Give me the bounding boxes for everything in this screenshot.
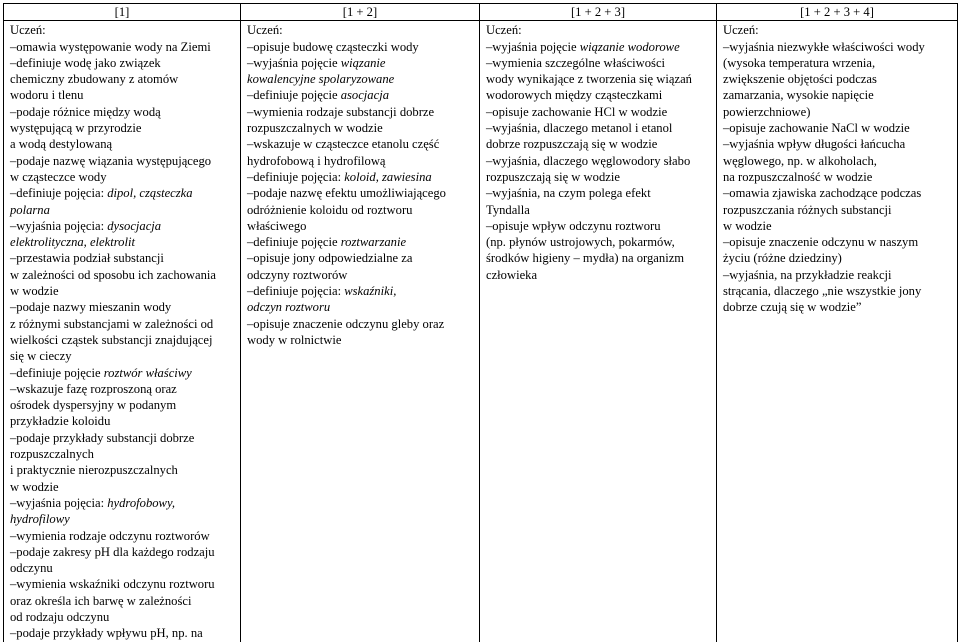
line-text: –opisuje jony odpowiedzialne za	[247, 251, 413, 266]
requirement-line	[10, 413, 234, 429]
line-text: chemiczny zbudowany z atomów	[10, 72, 179, 87]
requirement-line	[723, 185, 951, 201]
term-italic: koloid, zawiesina	[344, 169, 432, 184]
requirement-line	[10, 462, 234, 478]
requirement-line	[10, 267, 234, 283]
line-text: –wymienia wskaźniki odczynu roztworu	[10, 577, 215, 592]
line-text: strącania, dlaczego „nie wszystkie jony	[723, 284, 922, 299]
requirement-line	[10, 234, 234, 250]
requirement-line	[486, 136, 710, 152]
requirement-line	[723, 250, 951, 266]
term-italic: wskaźniki,	[344, 284, 397, 299]
requirement-line	[247, 299, 473, 315]
requirement-line	[486, 104, 710, 120]
requirement-line	[10, 250, 234, 266]
line-text: –definiuje pojęcie	[247, 88, 341, 103]
line-text: przykładzie koloidu	[10, 414, 111, 429]
requirement-line	[247, 169, 473, 185]
line-text: (wysoka temperatura wrzenia,	[723, 55, 876, 70]
requirement-line	[10, 218, 234, 234]
line-text: –wskazuje fazę rozproszoną oraz	[10, 381, 177, 396]
requirement-line	[486, 267, 710, 283]
requirement-line	[10, 185, 234, 201]
line-text: od rodzaju odczynu	[10, 609, 110, 624]
line-text: –opisuje zachowanie NaCl w wodzie	[723, 121, 910, 136]
line-text: Tyndalla	[486, 202, 530, 217]
requirement-line	[723, 202, 951, 218]
term-italic: hydrofobowy,	[107, 495, 175, 510]
student-heading: Uczeń:	[486, 23, 522, 38]
line-text: –wyjaśnia, na przykładzie reakcji	[723, 267, 892, 282]
column-header-level-1: [1]	[4, 4, 241, 21]
line-text: w wodzie	[723, 218, 772, 233]
term-italic: asocjacja	[340, 88, 389, 103]
term-italic: kowalencyjne spolaryzowane	[247, 72, 395, 87]
requirement-line	[723, 104, 951, 120]
line-text: występującą w przyrodzie	[10, 121, 142, 136]
term-italic: dysocjacja	[107, 218, 162, 233]
line-text: –opisuje wpływ odczynu roztworu	[486, 218, 661, 233]
requirement-line	[10, 479, 234, 495]
line-text: w zależności od sposobu ich zachowania	[10, 267, 216, 282]
requirement-line	[486, 55, 710, 71]
requirement-line	[10, 202, 234, 218]
requirement-line	[10, 120, 234, 136]
requirement-line	[10, 576, 234, 592]
requirement-line	[10, 544, 234, 560]
line-text: –definiuje pojęcie	[247, 235, 341, 250]
requirement-line	[10, 381, 234, 397]
line-text: hydrofobową i hydrofilową	[247, 153, 386, 168]
requirement-line	[486, 234, 710, 250]
column-header-level-2: [1 + 2]	[241, 4, 480, 21]
requirement-line	[486, 87, 710, 103]
line-text: wodorowych między cząsteczkami	[486, 88, 663, 103]
requirement-line	[723, 218, 951, 234]
line-text: –wskazuje w cząsteczce etanolu część	[247, 137, 440, 152]
requirement-line	[10, 397, 234, 413]
line-text: powierzchniowe)	[723, 104, 811, 119]
requirement-line	[247, 267, 473, 283]
term-italic: wiązanie wodorowe	[579, 39, 680, 54]
requirement-line	[10, 430, 234, 446]
requirement-line	[10, 560, 234, 576]
line-text: wody w rolnictwie	[247, 332, 342, 347]
line-text: w wodzie	[10, 284, 59, 299]
line-text: węglowego, np. w alkoholach,	[723, 153, 877, 168]
requirement-line	[723, 283, 951, 299]
requirement-line	[723, 136, 951, 152]
term-italic: hydrofilowy	[10, 512, 70, 527]
line-text: –definiuje pojęcia:	[247, 284, 345, 299]
term-italic: dipol, cząsteczka	[107, 186, 193, 201]
term-italic: odczyn roztworu	[247, 300, 331, 315]
requirement-line	[723, 39, 951, 55]
student-heading: Uczeń:	[247, 23, 283, 38]
line-text: –opisuje budowę cząsteczki wody	[247, 39, 419, 54]
line-text: zwiększenie objętości podczas	[723, 72, 877, 87]
line-text: –opisuje znaczenie odczynu w naszym	[723, 235, 919, 250]
requirement-line	[247, 136, 473, 152]
requirement-line	[486, 250, 710, 266]
line-text: –wyjaśnia, dlaczego metanol i etanol	[486, 121, 673, 136]
requirement-line	[723, 169, 951, 185]
requirement-line	[247, 283, 473, 299]
requirement-line	[247, 153, 473, 169]
term-italic: roztwarzanie	[340, 235, 407, 250]
requirement-line	[10, 332, 234, 348]
line-text: –omawia występowanie wody na Ziemi	[10, 39, 211, 54]
line-text: rozpuszczania różnych substancji	[723, 202, 892, 217]
line-text: a wodą destylowaną	[10, 137, 113, 152]
line-text: w cząsteczce wody	[10, 169, 107, 184]
line-text: –wyjaśnia wpływ długości łańcucha	[723, 137, 906, 152]
line-text: –podaje przykłady substancji dobrze	[10, 430, 195, 445]
requirement-line	[10, 609, 234, 625]
requirement-line	[486, 169, 710, 185]
line-text: –opisuje zachowanie HCl w wodzie	[486, 104, 668, 119]
requirement-line	[10, 153, 234, 169]
line-text: z różnymi substancjami w zależności od	[10, 316, 214, 331]
line-text: wody wynikające z tworzenia się wiązań	[486, 72, 692, 87]
line-text: wodoru i tlenu	[10, 88, 84, 103]
requirement-line	[10, 511, 234, 527]
line-text: –wyjaśnia, dlaczego węglowodory słabo	[486, 153, 691, 168]
line-text: rozpuszczają się w wodzie	[486, 169, 620, 184]
requirement-line	[247, 120, 473, 136]
requirement-line	[10, 136, 234, 152]
line-text: dobrze rozpuszczają się w wodzie	[486, 137, 658, 152]
requirement-line	[10, 283, 234, 299]
column-cell-level-2	[241, 21, 480, 642]
requirement-line	[10, 495, 234, 511]
line-text: –podaje zakresy pH dla każdego rodzaju	[10, 544, 215, 559]
requirement-line	[723, 55, 951, 71]
requirement-line	[486, 120, 710, 136]
requirement-line	[723, 120, 951, 136]
requirement-line	[10, 316, 234, 332]
requirement-line	[723, 71, 951, 87]
column-cell-level-3	[480, 21, 717, 642]
line-text: na rozpuszczalność w wodzie	[723, 169, 873, 184]
requirement-line	[247, 87, 473, 103]
line-text: –definiuje pojęcia:	[10, 186, 108, 201]
line-text: –definiuje wodę jako związek	[10, 55, 161, 70]
line-text: –wymienia rodzaje substancji dobrze	[247, 104, 435, 119]
line-text: –wyjaśnia niezwykłe właściwości wody	[723, 39, 925, 54]
line-text: właściwego	[247, 218, 307, 233]
line-text: –wymienia szczególne właściwości	[486, 55, 666, 70]
line-text: wielkości cząstek substancji znajdującej	[10, 332, 213, 347]
requirement-line	[10, 365, 234, 381]
requirement-line	[10, 169, 234, 185]
line-text: –wyjaśnia pojęcie	[247, 55, 341, 70]
line-text: (np. płynów ustrojowych, pokarmów,	[486, 235, 675, 250]
line-text: środków higieny – mydła) na organizm	[486, 251, 685, 266]
requirement-line	[723, 234, 951, 250]
line-text: oraz określa ich barwę w zależności	[10, 593, 192, 608]
requirement-line	[10, 446, 234, 462]
line-text: dobrze czują się w wodzie”	[723, 300, 862, 315]
line-text: człowieka	[486, 267, 538, 282]
requirements-table	[3, 3, 958, 642]
line-text: –definiuje pojęcie	[10, 365, 104, 380]
line-text: –wyjaśnia pojęcie	[486, 39, 580, 54]
term-italic: roztwór właściwy	[103, 365, 192, 380]
requirements-document	[3, 3, 957, 641]
requirement-line	[247, 39, 473, 55]
line-text: –wymienia rodzaje odczynu roztworów	[10, 528, 210, 543]
requirement-line	[486, 218, 710, 234]
line-text: –omawia zjawiska zachodzące podczas	[723, 186, 922, 201]
requirement-line	[486, 153, 710, 169]
requirement-line	[10, 104, 234, 120]
requirement-line	[723, 87, 951, 103]
requirement-line	[10, 55, 234, 71]
requirement-line	[247, 250, 473, 266]
requirement-line	[247, 332, 473, 348]
requirement-line	[247, 104, 473, 120]
requirement-line	[247, 185, 473, 201]
requirement-line	[247, 202, 473, 218]
column-header-level-3: [1 + 2 + 3]	[480, 4, 717, 21]
term-italic: polarna	[10, 202, 50, 217]
column-header-level-4: [1 + 2 + 3 + 4]	[717, 4, 958, 21]
requirement-line	[10, 87, 234, 103]
line-text: –podaje przykłady wpływu pH, np. na	[10, 626, 203, 641]
requirement-line	[247, 234, 473, 250]
line-text: w wodzie	[10, 479, 59, 494]
requirement-line	[10, 593, 234, 609]
line-text: –podaje nazwę wiązania występującego	[10, 153, 212, 168]
line-text: rozpuszczalnych w wodzie	[247, 121, 383, 136]
requirement-line	[10, 39, 234, 55]
requirement-line	[723, 299, 951, 315]
requirement-line	[10, 625, 234, 641]
line-text: się w cieczy	[10, 349, 72, 364]
line-text: –wyjaśnia, na czym polega efekt	[486, 186, 651, 201]
line-text: odróżnienie koloidu od roztworu	[247, 202, 413, 217]
requirement-line	[10, 299, 234, 315]
line-text: i praktycznie nierozpuszczalnych	[10, 463, 178, 478]
requirement-line	[486, 185, 710, 201]
requirement-line	[247, 316, 473, 332]
line-text: odczynu	[10, 561, 53, 576]
requirement-line	[247, 218, 473, 234]
requirement-line	[486, 39, 710, 55]
requirement-line	[10, 528, 234, 544]
student-heading: Uczeń:	[10, 23, 46, 38]
column-cell-level-1	[4, 21, 241, 642]
line-text: odczyny roztworów	[247, 267, 348, 282]
line-text: –definiuje pojęcia:	[247, 169, 345, 184]
header-row	[4, 4, 958, 21]
line-text: –wyjaśnia pojęcia:	[10, 495, 108, 510]
requirement-line	[10, 71, 234, 87]
line-text: zamarzania, wysokie napięcie	[723, 88, 874, 103]
line-text: –podaje nazwę efektu umożliwiającego	[247, 186, 446, 201]
line-text: –podaje nazwy mieszanin wody	[10, 300, 172, 315]
requirement-line	[723, 153, 951, 169]
line-text: –wyjaśnia pojęcia:	[10, 218, 108, 233]
line-text: –przestawia podział substancji	[10, 251, 164, 266]
column-cell-level-4	[717, 21, 958, 642]
term-italic: elektrolityczna, elektrolit	[10, 235, 135, 250]
line-text: życiu (różne dziedziny)	[723, 251, 842, 266]
requirement-line	[247, 55, 473, 71]
requirement-line	[10, 348, 234, 364]
line-text: –opisuje znaczenie odczynu gleby oraz	[247, 316, 445, 331]
requirement-line	[247, 71, 473, 87]
requirement-line	[723, 267, 951, 283]
student-heading: Uczeń:	[723, 23, 759, 38]
line-text: –podaje różnice między wodą	[10, 104, 161, 119]
term-italic: wiązanie	[340, 55, 386, 70]
requirement-line	[486, 71, 710, 87]
requirement-line	[486, 202, 710, 218]
line-text: ośrodek dyspersyjny w podanym	[10, 398, 177, 413]
content-row	[4, 21, 958, 642]
line-text: rozpuszczalnych	[10, 447, 94, 462]
